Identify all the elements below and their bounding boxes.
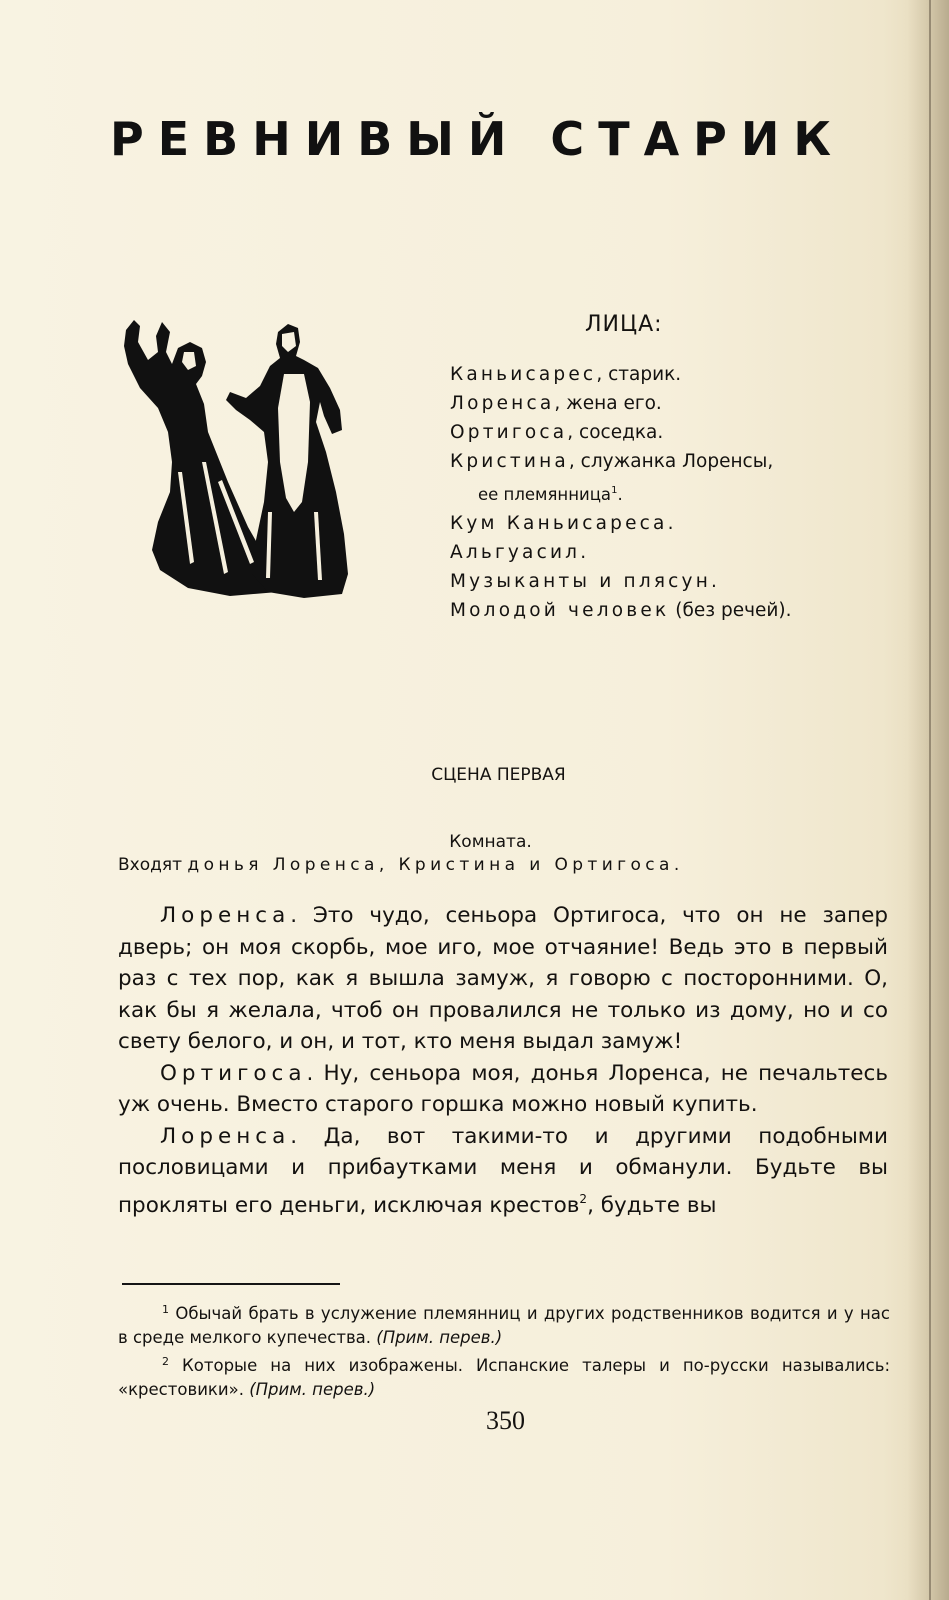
footnote-mark: 1 (162, 1303, 169, 1316)
speaker-name: Лоренса (160, 903, 291, 928)
stage-direction (118, 855, 888, 875)
cast-member (450, 389, 895, 418)
cast-member-desc: , соседка. (567, 422, 664, 443)
cast-member-name: Каньисарес (450, 364, 597, 385)
cast-member-desc: . (667, 513, 674, 534)
speech-text-tail: , будьте вы (587, 1192, 717, 1218)
footnote-text: Обычай брать в услужение племянниц и других родственников водится и у нас в среде мелкого купечества. (118, 1304, 890, 1347)
cast-member-desc: ее племянница (478, 485, 612, 504)
cast-member (450, 509, 895, 538)
page-number: 350 (486, 1406, 525, 1435)
dancing-women-woodcut (118, 312, 354, 602)
cast-member-name: Молодой человек (450, 600, 670, 621)
speaker-name: Лоренса (160, 1123, 291, 1149)
footnote-mark: 2 (162, 1355, 169, 1368)
cast-member-desc: . (711, 571, 717, 592)
footnote (118, 1350, 890, 1402)
cast-member (450, 418, 895, 447)
cast-member-name: Музыканты и плясун (450, 571, 711, 592)
cast-member-tail: . (617, 485, 623, 504)
cast-heading: ЛИЦА: (585, 312, 663, 337)
speech-text: . Это чудо, сеньора Ортигоса, что он не запер дверь; он моя скорбь, мое иго, мое отчаяние! Ведь это в первый раз с тех пор, как я вышла замуж, я говорю с посторонними. О, как бы я желала, чтоб он провалился не только из дому, но и со свету белого, и он, и тот, кто меня выдал замуж! (118, 903, 888, 1054)
footnote-note: (Прим. перев.) (249, 1380, 376, 1399)
cast-member (450, 360, 895, 389)
play-title: РЕВНИВЫЙ СТАРИК (110, 112, 845, 166)
cast-member-desc: . (580, 542, 587, 563)
cast-member-name: Альгуасил (450, 542, 581, 563)
speech-text: . Ну, сеньора моя, донья Лоренса, не печальтесь уж очень. Вместо старого горшка можно новый купить. (118, 1060, 888, 1117)
dialogue-body (118, 900, 888, 1221)
cast-member-continuation (450, 476, 895, 509)
footnote (118, 1298, 890, 1350)
cast-member (450, 538, 895, 567)
footnote-ref[interactable]: 1 (611, 485, 618, 496)
scene-heading: СЦЕНА ПЕРВАЯ (431, 765, 566, 785)
scene-place: Комната. (449, 832, 532, 852)
dialogue-paragraph (118, 1121, 888, 1222)
page-spine-shadow (907, 0, 949, 1600)
footnote-divider (122, 1283, 340, 1285)
cast-member-desc: (без речей). (669, 600, 792, 621)
cast-list (450, 360, 895, 625)
footnote-text: Которые на них изображены. Испанские талеры и по-русски назывались: «крестовики». (118, 1356, 890, 1399)
stage-direction-lead: Входят (118, 855, 183, 875)
cast-member-desc: , жена его. (554, 393, 662, 414)
cast-member-desc: , служанка Лоренсы, (568, 451, 774, 472)
cast-member-name: Кристина (450, 451, 569, 472)
cast-member-name: Кум Каньисареса (450, 513, 668, 534)
cast-member (450, 596, 895, 625)
speech-text: . Да, вот такими-то и другими подобными пословицами и прибаутками меня и обманули. Будьте вы прокляты его деньги, исключая крестов (118, 1123, 888, 1218)
footnotes (118, 1298, 890, 1402)
dialogue-paragraph (118, 1058, 888, 1121)
stage-direction-names: донья Лоренса, Кристина и Ортигоса. (187, 855, 684, 875)
footnote-note: (Прим. перев.) (376, 1328, 503, 1347)
cast-member (450, 567, 895, 596)
speaker-name: Ортигоса (160, 1060, 307, 1086)
cast-member-desc: , старик. (596, 364, 682, 385)
footnote-ref[interactable]: 2 (579, 1191, 588, 1206)
dialogue-paragraph (118, 900, 888, 1058)
cast-member (450, 447, 895, 476)
cast-member-name: Лоренса (450, 393, 555, 414)
cast-member-name: Ортигоса (450, 422, 568, 443)
page-edge (929, 0, 931, 1600)
